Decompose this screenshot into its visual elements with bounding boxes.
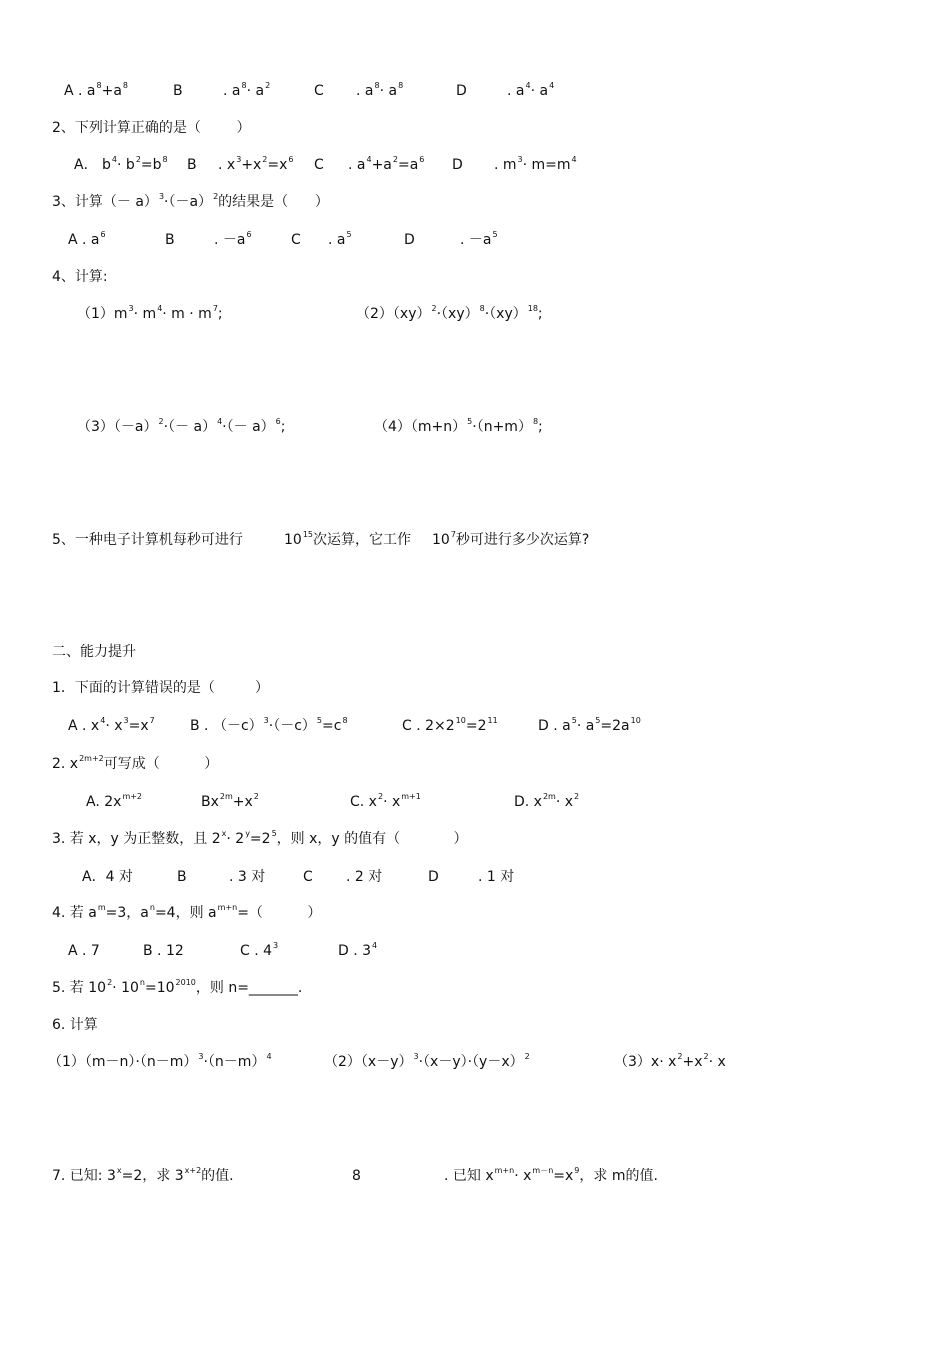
part1-q3-options-text-7: . $-a^5$ [460, 230, 498, 248]
part1-q1-options [0, 81, 950, 101]
part2-q6-text-1: 6. 计算 [52, 1017, 98, 1033]
part1-q1-options-text-2: B [173, 83, 183, 99]
part2-q3-options-text-1: A．4 对 [82, 869, 133, 885]
part2-q3-text-1: 3. 若 x，y 为正整数，且 $2^x\cdot 2^y=2^5$，则 x，y 的值有（ ） [52, 829, 468, 847]
part1-q5-text-3: $10^7$秒可进行多少次运算? [432, 530, 590, 548]
part2-q4-options-text-3: C . $4^3$ [240, 941, 279, 959]
part1-q3-options-text-2: B [165, 232, 175, 248]
part1-q1-options-text-7: . $a^4\cdot a^4$ [507, 81, 555, 99]
part2-q5 [0, 978, 950, 998]
part1-q2-options-text-3: . $x^3+x^2=x^6$ [218, 155, 294, 173]
part2-q7-q8-text-3: . 已知 $x^{m+n}\cdot x^{m-n}=x^9$，求 m的值. [444, 1166, 658, 1184]
part2-q2 [0, 754, 950, 774]
part2-q2-options-text-2: $Bx^{2m}+x^2$ [201, 792, 259, 810]
part2-q3-options-text-4: C [303, 869, 313, 885]
part1-q4-text-1: 4、计算: [52, 269, 108, 285]
part1-q3-options-text-3: . $-a^6$ [214, 230, 252, 248]
part1-q3-options-text-4: C [291, 232, 301, 248]
part1-q3 [0, 192, 950, 212]
part1-q4-row2-text-1: $(3)(-a)^2\cdot(- a)^4\cdot(- a)^6$; [77, 417, 286, 435]
part2-q6-row-text-3: $(3)x\cdot x^2+x^2\cdot x$ [614, 1052, 726, 1070]
part2-q7-q8 [0, 1166, 950, 1186]
part1-q2-options-text-1: A． $b^4\cdot b^2=b^8$ [74, 155, 168, 173]
part1-q4-row2 [0, 417, 950, 437]
part2-q6-row-text-2: $(2)(x-y)^3\cdot(x-y)\cdot(y-x)^2$ [324, 1052, 530, 1070]
part1-q4-row2-text-2: $(4)(m+n)^5\cdot(n+m)^8$; [374, 417, 543, 435]
part2-q5-text-1: 5. 若 $10^2\cdot 10^n=10^{2010}$，则 n=_______. [52, 978, 303, 996]
part2-q3-options-text-3: . 3 对 [229, 869, 266, 885]
part2-q4-options-text-4: D . $3^4$ [338, 941, 378, 959]
part2-q4-text-1: 4. 若 $a^m=3$，$a^n=4$，则 $a^{m+n}=$（ ） [52, 903, 322, 921]
part1-q5-text-1: 5、一种电子计算机每秒可进行 [52, 532, 243, 548]
part2-q1-options [0, 716, 950, 736]
part1-q2-options-text-4: C [314, 157, 324, 173]
part1-q3-options-text-6: D [404, 232, 415, 248]
part2-q3-options [0, 867, 950, 887]
part2-q6 [0, 1015, 950, 1035]
part2-q2-text-1: 2. $x^{2m+2}$可写成（ ） [52, 754, 219, 772]
part2-q4-options-text-1: A . 7 [68, 943, 100, 959]
part2-q3-options-text-2: B [177, 869, 187, 885]
part1-q4-row1-text-1: $(1)m^3\cdot m^4\cdot m \cdot m^7$; [77, 304, 223, 322]
part2-q4-options-text-2: B . 12 [143, 943, 184, 959]
part2-q7-q8-text-2: 8 [352, 1168, 361, 1184]
part1-q2-options-text-6: D [452, 157, 463, 173]
part2-q3-options-text-6: D [428, 869, 439, 885]
part1-q1-options-text-6: D [456, 83, 467, 99]
part2-q7-q8-text-1: 7. 已知: $3^x=2$，求 $3^{x+2}$的值. [52, 1166, 234, 1184]
part1-q1-options-text-1: A . $a^8+a^8$ [64, 81, 129, 99]
part2-q3-options-text-7: . 1 对 [478, 869, 515, 885]
part1-q1-options-text-4: C [314, 83, 324, 99]
part2-q2-options [0, 792, 950, 812]
part2-q6-row-text-1: $(1)(m-n)\cdot(n-m)^3\cdot(n-m)^4$ [48, 1052, 272, 1070]
part1-q5-text-2: $10^{15}$次运算，它工作 [284, 530, 412, 548]
part1-q3-text-1: 3、计算（－ $a)^3\cdot(-a)^2$的结果是（ ） [52, 192, 329, 210]
part2-q1-options-text-2: B . $(-c)^3\cdot(-c)^5=c^8$ [190, 716, 348, 734]
part2-q1-text-1: 1．下面的计算错误的是（ ） [52, 680, 269, 696]
part2-q1-options-text-1: A . $x^4\cdot x^3=x^7$ [68, 716, 155, 734]
part2-q2-options-text-4: D. $x^{2m}\cdot x^2$ [514, 792, 580, 810]
part2-q3-options-text-5: . 2 对 [346, 869, 383, 885]
part2-q2-options-text-3: C. $x^2\cdot x^{m+1}$ [350, 792, 421, 810]
part1-q3-options [0, 230, 950, 250]
part1-q4 [0, 267, 950, 287]
part2-heading-text-1: 二、能力提升 [52, 644, 136, 660]
part1-q4-row1 [0, 304, 950, 324]
part1-q2-options [0, 155, 950, 175]
part2-q2-options-text-1: A. $2x^{m+2}$ [86, 792, 143, 810]
part2-q4-options [0, 941, 950, 961]
part2-q4 [0, 903, 950, 923]
part2-heading [0, 642, 950, 662]
part2-q1 [0, 678, 950, 698]
part1-q2-options-text-5: . $a^4+a^2=a^6$ [348, 155, 425, 173]
part1-q4-row1-text-2: （2）（xy）$^2$·（xy）$^8$·（xy）$^{18}$; [356, 304, 543, 322]
part1-q3-options-text-1: A . $a^6$ [68, 230, 106, 248]
part1-q3-options-text-5: . $a^5$ [328, 230, 352, 248]
part1-q2-options-text-7: . $m^3\cdot m=m^4$ [494, 155, 577, 173]
part1-q2-text-1: 2、下列计算正确的是（ ） [52, 120, 251, 136]
part2-q1-options-text-3: C . $2\times 2^{10}=2^{11}$ [402, 716, 498, 734]
part1-q5 [0, 530, 950, 550]
part2-q1-options-text-4: D . $a^5\cdot a^5=2a^{10}$ [538, 716, 641, 734]
part2-q6-row [0, 1052, 950, 1072]
part1-q2-options-text-2: B [187, 157, 197, 173]
part1-q1-options-text-5: . $a^8\cdot a^8$ [356, 81, 404, 99]
part2-q3 [0, 829, 950, 849]
part1-q2 [0, 118, 950, 138]
part1-q1-options-text-3: . $a^8\cdot a^2$ [223, 81, 271, 99]
